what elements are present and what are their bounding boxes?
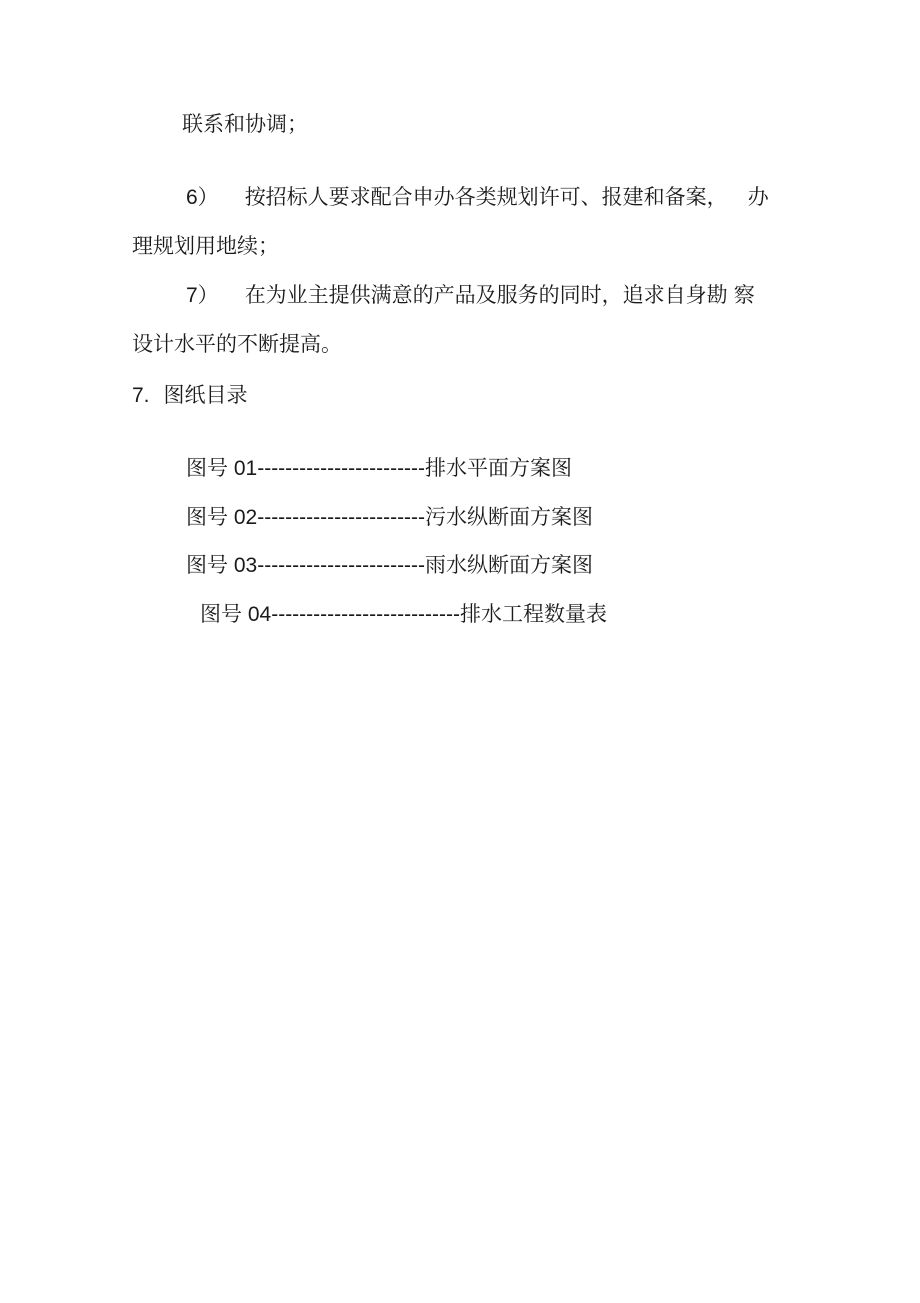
item-6-line-2: [132, 232, 279, 260]
drawing-name: 排水工程数量表: [460, 602, 608, 626]
drawing-leader: ---------------------------: [271, 603, 461, 626]
section-title: 图纸目录: [163, 383, 248, 407]
item-6-continuation: 理规划用地续；: [132, 234, 279, 258]
drawing-name: 排水平面方案图: [425, 456, 573, 480]
drawing-list-item: [186, 454, 572, 483]
drawing-id: 图号 02: [186, 506, 258, 529]
item-7-text: 在为业主提供满意的产品及服务的同时，追求自身勘: [244, 283, 728, 307]
section-number: 7.: [132, 384, 150, 407]
item-6-number: 6）: [186, 186, 219, 209]
drawing-id: 图号 03: [186, 554, 258, 577]
section-heading: [132, 381, 248, 410]
drawing-leader: ------------------------: [257, 554, 426, 577]
drawing-id: 图号 01: [186, 457, 258, 480]
item-7-number: 7）: [186, 284, 219, 307]
drawing-list-item: [200, 600, 607, 629]
drawing-list-item: [186, 503, 593, 532]
drawing-name: 雨水纵断面方案图: [425, 553, 594, 577]
item-6-text: 按招标人要求配合申办各类规划许可、报建和备案，: [244, 185, 728, 209]
item-7-text-end: 察: [733, 283, 755, 307]
item-7-continuation: 设计水平的不断提高。: [132, 332, 342, 356]
drawing-name: 污水纵断面方案图: [425, 505, 594, 529]
item-6-text-end: 办: [747, 185, 769, 209]
paragraph-tail: [182, 110, 308, 138]
drawing-leader: ------------------------: [257, 506, 426, 529]
item-6-line-1: [186, 183, 769, 212]
drawing-id: 图号 04: [200, 603, 272, 626]
drawing-leader: ------------------------: [257, 457, 426, 480]
item-7-line-1: [186, 281, 755, 310]
drawing-list-item: [186, 551, 593, 580]
item-7-line-2: [132, 330, 342, 358]
paragraph-tail-text: 联系和协调；: [182, 112, 308, 136]
